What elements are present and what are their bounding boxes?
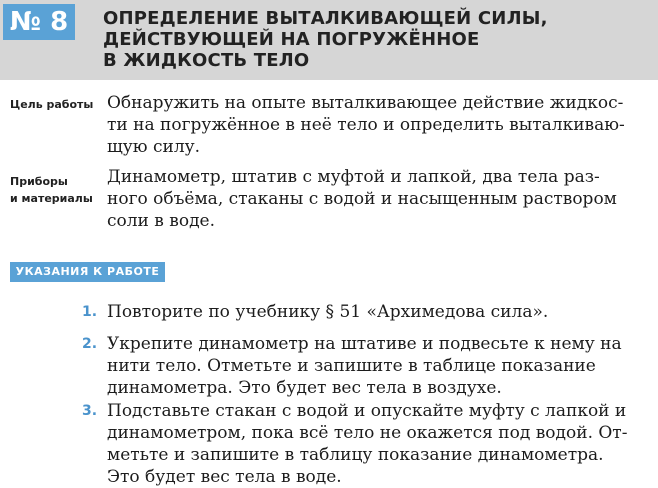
- lab-number-badge: № 8: [3, 4, 75, 40]
- instruction-line: динамометра. Это будет вес тела в воздухе.: [107, 378, 502, 398]
- instruction-line: динамометром, пока всё тело не окажется под водой. От-: [107, 423, 628, 443]
- goal-line: ти на погружённое в неё тело и определить выталкиваю-: [107, 115, 625, 135]
- instruction-line: Повторите по учебнику § 51 «Архимедова сила».: [107, 302, 549, 322]
- materials-line: соли в воде.: [107, 211, 216, 231]
- title-line: В ЖИДКОСТЬ ТЕЛО: [103, 50, 310, 71]
- instruction-line: Подставьте стакан с водой и опускайте муфту с лапкой и: [107, 401, 627, 421]
- item-number: 2.: [82, 336, 98, 352]
- title-line: ДЕЙСТВУЮЩЕЙ НА ПОГРУЖЁННОЕ: [103, 29, 480, 50]
- instruction-line: нити тело. Отметьте и запишите в таблице показание: [107, 356, 596, 376]
- materials-label-line: и материалы: [10, 192, 93, 205]
- title-line: ОПРЕДЕЛЕНИЕ ВЫТАЛКИВАЮЩЕЙ СИЛЫ,: [103, 8, 548, 29]
- goal-line: Обнаружить на опыте выталкивающее действие жидкос-: [107, 93, 624, 113]
- instruction-item-2: [107, 333, 647, 399]
- instruction-line: Укрепите динамометр на штативе и подвесьте к нему на: [107, 334, 622, 354]
- item-number: 1.: [82, 304, 98, 320]
- materials-text: [107, 166, 647, 232]
- goal-line: щую силу.: [107, 137, 201, 157]
- item-number: 3.: [82, 403, 98, 419]
- instructions-heading: УКАЗАНИЯ К РАБОТЕ: [10, 262, 165, 282]
- materials-label-line: Приборы: [10, 175, 68, 188]
- materials-line: Динамометр, штатив с муфтой и лапкой, два тела раз-: [107, 167, 600, 187]
- instruction-item-1: [107, 301, 647, 323]
- lab-title: [103, 8, 643, 71]
- instruction-line: Это будет вес тела в воде.: [107, 467, 342, 487]
- instruction-line: метьте и запишите в таблицу показание динамометра.: [107, 445, 604, 465]
- materials-label: [10, 173, 100, 207]
- materials-line: ного объёма, стаканы с водой и насыщенным раствором: [107, 189, 617, 209]
- goal-text: [107, 92, 647, 158]
- instruction-item-3: [107, 400, 647, 488]
- goal-label: Цель работы: [10, 98, 94, 111]
